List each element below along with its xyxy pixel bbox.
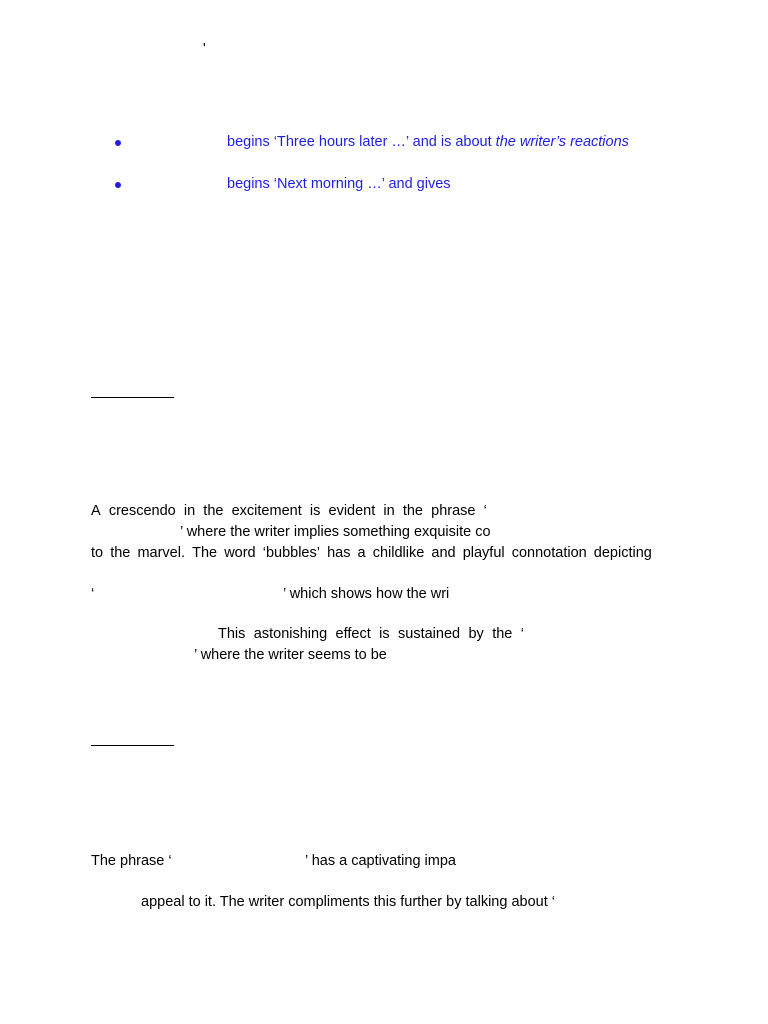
bullet-emphasis: the writer’s reactions xyxy=(495,134,629,150)
word: childlike xyxy=(372,545,425,561)
text-line: ’ where the writer seems to be xyxy=(194,647,387,663)
word: in xyxy=(383,503,395,519)
word: a xyxy=(357,545,366,561)
word: ‘bubbles’ xyxy=(262,545,320,561)
text-line: ’ has a captivating impa xyxy=(305,853,456,869)
word: depicting xyxy=(593,545,652,561)
word: the xyxy=(110,545,131,561)
section-divider xyxy=(91,745,174,746)
bullet-dot-icon xyxy=(115,140,121,146)
bullet-text: begins ‘Next morning …’ and gives xyxy=(227,176,451,192)
stray-mark: ' xyxy=(203,41,206,57)
text-line: ’ where the writer implies something exquisite co xyxy=(180,524,491,540)
word: playful xyxy=(462,545,505,561)
word: phrase xyxy=(431,503,476,519)
bullet-item xyxy=(227,134,629,151)
word: is xyxy=(309,503,321,519)
word: ‘ xyxy=(483,503,487,519)
word: The xyxy=(192,545,218,561)
word: evident xyxy=(328,503,376,519)
word: effect xyxy=(335,626,371,642)
word: the xyxy=(492,626,513,642)
word: crescendo xyxy=(108,503,176,519)
word: by xyxy=(468,626,484,642)
word: the xyxy=(402,503,424,519)
word: connotation xyxy=(511,545,587,561)
word: sustained xyxy=(398,626,461,642)
word: This xyxy=(218,626,246,642)
word: ‘ xyxy=(520,626,524,642)
text-line: appeal to it. The writer compliments this further by talking about ‘ xyxy=(141,894,555,910)
word: word xyxy=(224,545,256,561)
word: astonishing xyxy=(253,626,328,642)
word: in xyxy=(183,503,196,519)
open-quote: ‘ xyxy=(91,586,95,602)
word: and xyxy=(431,545,456,561)
bullet-dot-icon xyxy=(115,182,121,188)
word: the xyxy=(203,503,224,519)
text-line: The phrase ‘ xyxy=(91,853,172,869)
word: to xyxy=(91,545,104,561)
word: A xyxy=(91,503,101,519)
text-line xyxy=(218,626,524,643)
section-divider xyxy=(91,397,174,398)
text-line xyxy=(91,545,652,562)
word: has xyxy=(327,545,351,561)
word: is xyxy=(379,626,390,642)
text-line: ’ which shows how the wri xyxy=(283,586,450,602)
bullet-text: begins ‘Three hours later …’ and is about xyxy=(227,134,496,150)
word: excitement xyxy=(231,503,302,519)
bullet-item xyxy=(227,176,451,193)
text-line xyxy=(91,503,487,520)
word: marvel. xyxy=(137,545,185,561)
